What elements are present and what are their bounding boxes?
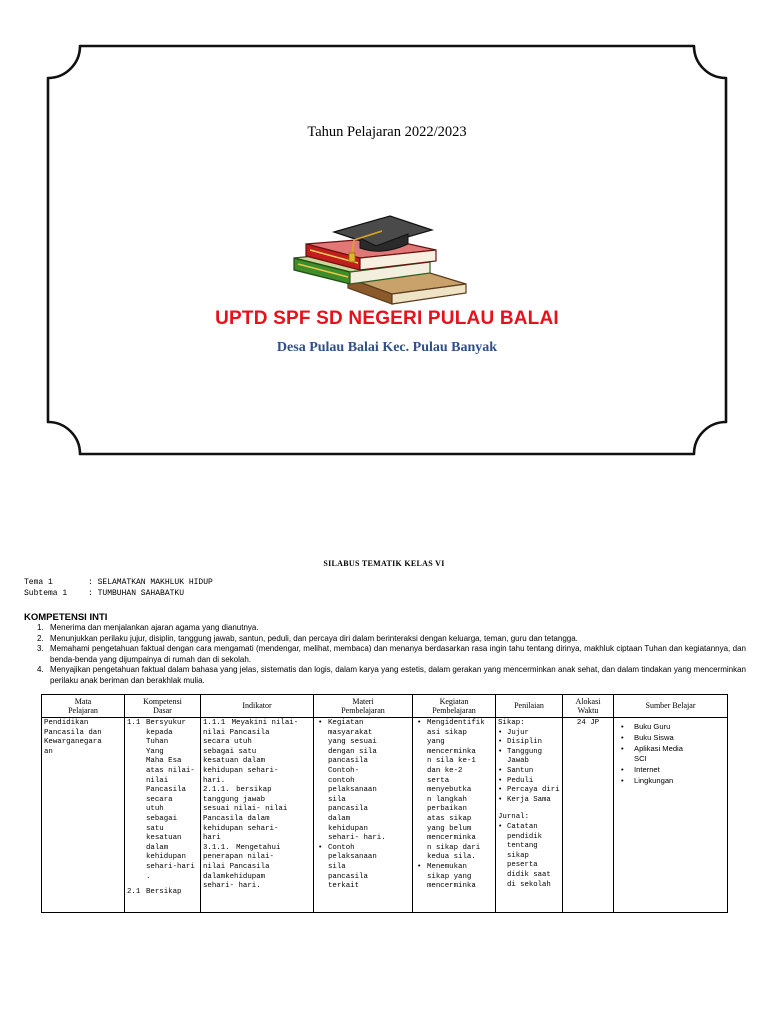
tema-value: : SELAMATKAN MAKHLUK HIDUP <box>88 578 213 587</box>
sumber-item: • Aplikasi Media SCI <box>616 744 725 766</box>
sumber-list <box>616 722 725 787</box>
syllabus-title: SILABUS TEMATIK KELAS VI <box>323 559 445 568</box>
jurnal-list <box>498 823 560 890</box>
col-header-penilaian: Penilaian <box>496 695 563 718</box>
tema-label: Tema 1 <box>24 578 53 587</box>
cell-mapel: Pendidikan Pancasila dan Kewarganegara an <box>42 718 125 913</box>
col-header-indikator: Indikator <box>201 695 314 718</box>
jurnal-item: • Catatan pendidik tentang sikap peserta didik saat di sekolah <box>498 823 560 890</box>
materi-item: • Contoh pelaksanaan sila pancasila terkait <box>316 844 410 892</box>
sikap-item: • Jujur <box>498 729 560 739</box>
kegiatan-list <box>415 719 493 892</box>
sikap-item: • Santun <box>498 767 560 777</box>
kd-item: 1.1 Bersyukur kepada Tuhan Yang Maha Esa atas nilai- nilai Pancasila secara utuh sebagai satu kesatuan dalam kehidupan sehari-hari . <box>127 719 195 881</box>
ki-item: 4. Menyajikan pengetahuan faktual dalam bahasa yang jelas, sistematis dan logis, dalam karya yang estetis, dalam gerakan yang mencerminkan anak sehat, dan dalam tindakan yang mencerminkan perilaku anak beriman dan berakhlak mulia. <box>37 665 746 685</box>
table-row <box>42 718 728 913</box>
jurnal-label: Jurnal: <box>498 813 530 822</box>
cell-kegiatan <box>413 718 496 913</box>
col-header-sumber: Sumber Belajar <box>614 695 728 718</box>
sikap-item: • Percaya diri <box>498 786 560 796</box>
subtema-label: Subtema 1 <box>24 589 68 598</box>
school-name: UPTD SPF SD NEGERI PULAU BALAI <box>215 308 559 329</box>
sikap-item: • Kerja Sama <box>498 796 560 806</box>
materi-item: • Kegiatan masyarakat yang sesuai dengan sila pancasila Contoh- contoh pelaksanaan sila pancasila dalam kehidupan sehari- hari. <box>316 719 410 844</box>
sumber-item: • Lingkungan <box>616 776 725 787</box>
alokasi-value: 24 JP <box>576 719 600 727</box>
kegiatan-item: • Mengidentifik asi sikap yang mencerminka n sila ke-1 dan ke-2 serta menyebutka n langkah perbaikan atas sikap yang belum mencerminka n sikap dari kedua sila. <box>415 719 493 863</box>
sikap-label: Sikap: <box>498 719 525 727</box>
cover-frame <box>44 42 730 458</box>
sumber-item: • Buku Guru <box>616 722 725 733</box>
sikap-item: • Tanggung Jawab <box>498 748 560 767</box>
ki-heading: KOMPETENSI INTI <box>24 612 108 623</box>
school-address: Desa Pulau Balai Kec. Pulau Banyak <box>276 340 498 355</box>
cell-materi <box>314 718 413 913</box>
col-header-kegiatan: Kegiatan Pembelajaran <box>413 695 496 718</box>
indikator-item: 1.1.1 Meyakini nilai- nilai Pancasila secara utuh sebagai satu kesatuan dalam kehidupan sehari- hari. <box>203 719 299 785</box>
ki-item: 3. Memahami pengetahuan faktual dengan cara mengamati (mendengar, melihat, membaca) dan menanya berdasarkan rasa ingin tahu tentang dirinya, makhluk ciptaan Tuhan dan kegiatannya, dan benda-benda yang dijumpainya di rumah dan di sekolah. <box>37 644 746 664</box>
kd-item: 2.1 Bersikap <box>127 888 182 897</box>
cell-kd <box>125 718 201 913</box>
sumber-item: • Internet <box>616 765 725 776</box>
table-header-row <box>42 695 728 718</box>
cell-penilaian <box>496 718 563 913</box>
ki-list <box>24 623 746 686</box>
kegiatan-item: • Menemukan sikap yang mencerminka <box>415 863 493 892</box>
indikator-item: 3.1.1. Mengetahui penerapan nilai- nilai Pancasila dalamkehidupam sehari- hari. <box>203 843 281 891</box>
sikap-list <box>498 729 560 806</box>
tema-line <box>24 578 213 587</box>
col-header-alokasi: Alokasi Waktu <box>563 695 614 718</box>
cell-alokasi <box>563 718 614 913</box>
sikap-item: • Disiplin <box>498 738 560 748</box>
ki-item: 1. Menerima dan menjalankan ajaran agama yang dianutnya. <box>37 623 259 632</box>
col-header-materi: Materi Pembelajaran <box>314 695 413 718</box>
books-graduation-cap-icon <box>290 214 470 306</box>
sumber-item: • Buku Siswa <box>616 733 725 744</box>
sikap-item: • Peduli <box>498 777 560 787</box>
subtema-value: : TUMBUHAN SAHABATKU <box>88 589 185 598</box>
col-header-mapel: Mata Pelajaran <box>42 695 125 718</box>
col-header-kd: Kompetensi Dasar <box>125 695 201 718</box>
cell-indikator <box>201 718 314 913</box>
cell-sumber <box>614 718 728 913</box>
cover-year: Tahun Pelajaran 2022/2023 <box>307 124 467 140</box>
syllabus-table <box>41 694 728 913</box>
materi-list <box>316 719 410 892</box>
indikator-item: 2.1.1. bersikap tanggung jawab sesuai nilai- nilai Pancasila dalam kehidupan sehari- hari <box>203 786 288 843</box>
ki-item: 2. Menunjukkan perilaku jujur, disiplin, tanggung jawab, santun, peduli, dan percaya diri dalam berinteraksi dengan keluarga, teman, guru dan tetangga. <box>37 633 578 643</box>
subtema-line <box>24 589 184 598</box>
